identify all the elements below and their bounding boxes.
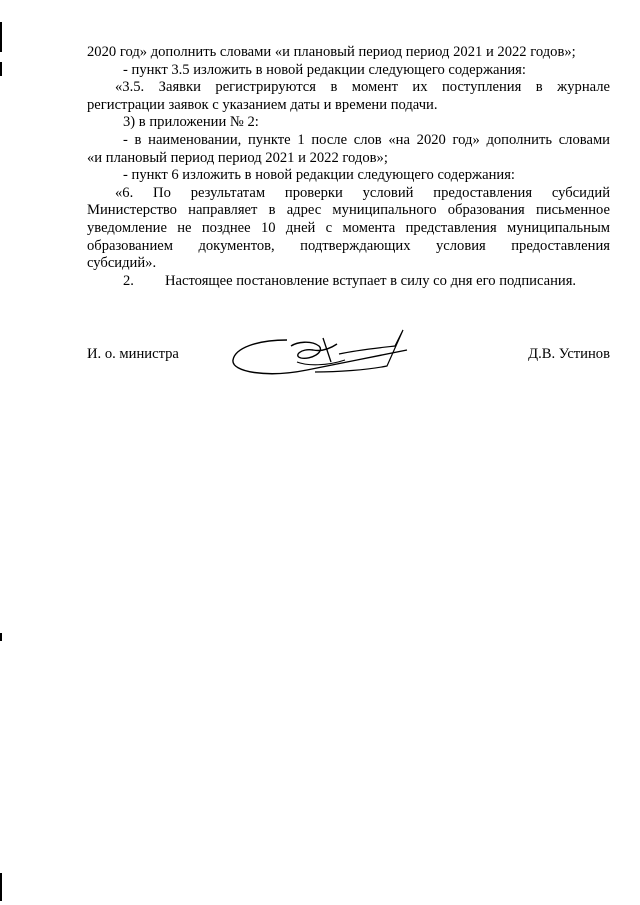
text-line: «3.5. Заявки регистрируются в момент их поступления в журнале (115, 79, 610, 96)
text-line: 3) в приложении № 2: (123, 114, 259, 131)
point-number: 2. (123, 272, 134, 289)
signatory-name: Д.В. Устинов (528, 346, 610, 362)
text-line: - в наименовании, пункте 1 после слов «на 2020 год» дополнить словами (123, 131, 610, 148)
scan-edge-mark (0, 633, 2, 641)
text-line: - пункт 3.5 изложить в новой редакции следующего содержания: (123, 61, 526, 78)
point-2-line (87, 273, 610, 291)
handwritten-signature (227, 326, 417, 386)
text-line: Министерство направляет в адрес муниципального образования письменное (87, 202, 610, 219)
scan-edge-mark (0, 22, 2, 52)
text-line: «6. По результатам проверки условий предоставления субсидий (115, 184, 610, 201)
text-line: регистрации заявок с указанием даты и времени подачи. (87, 96, 438, 113)
scan-edge-mark (0, 873, 2, 901)
text-line: «и плановый период период 2021 и 2022 годов»; (87, 149, 388, 166)
signatory-title: И. о. министра (87, 346, 179, 362)
document-body (87, 44, 610, 290)
text-line: субсидий». (87, 255, 157, 272)
point-text: Настоящее постановление вступает в силу со дня его подписания. (165, 272, 577, 289)
scan-edge-mark (0, 62, 2, 76)
text-line: образованием документов, подтверждающих условия предоставления (87, 237, 610, 254)
text-line: уведомление не позднее 10 дней с момента представления муниципальным (87, 219, 610, 236)
text-line: - пункт 6 изложить в новой редакции следующего содержания: (123, 167, 515, 184)
text-line: 2020 год» дополнить словами «и плановый период период 2021 и 2022 годов»; (87, 44, 576, 60)
signature-block (87, 346, 610, 386)
